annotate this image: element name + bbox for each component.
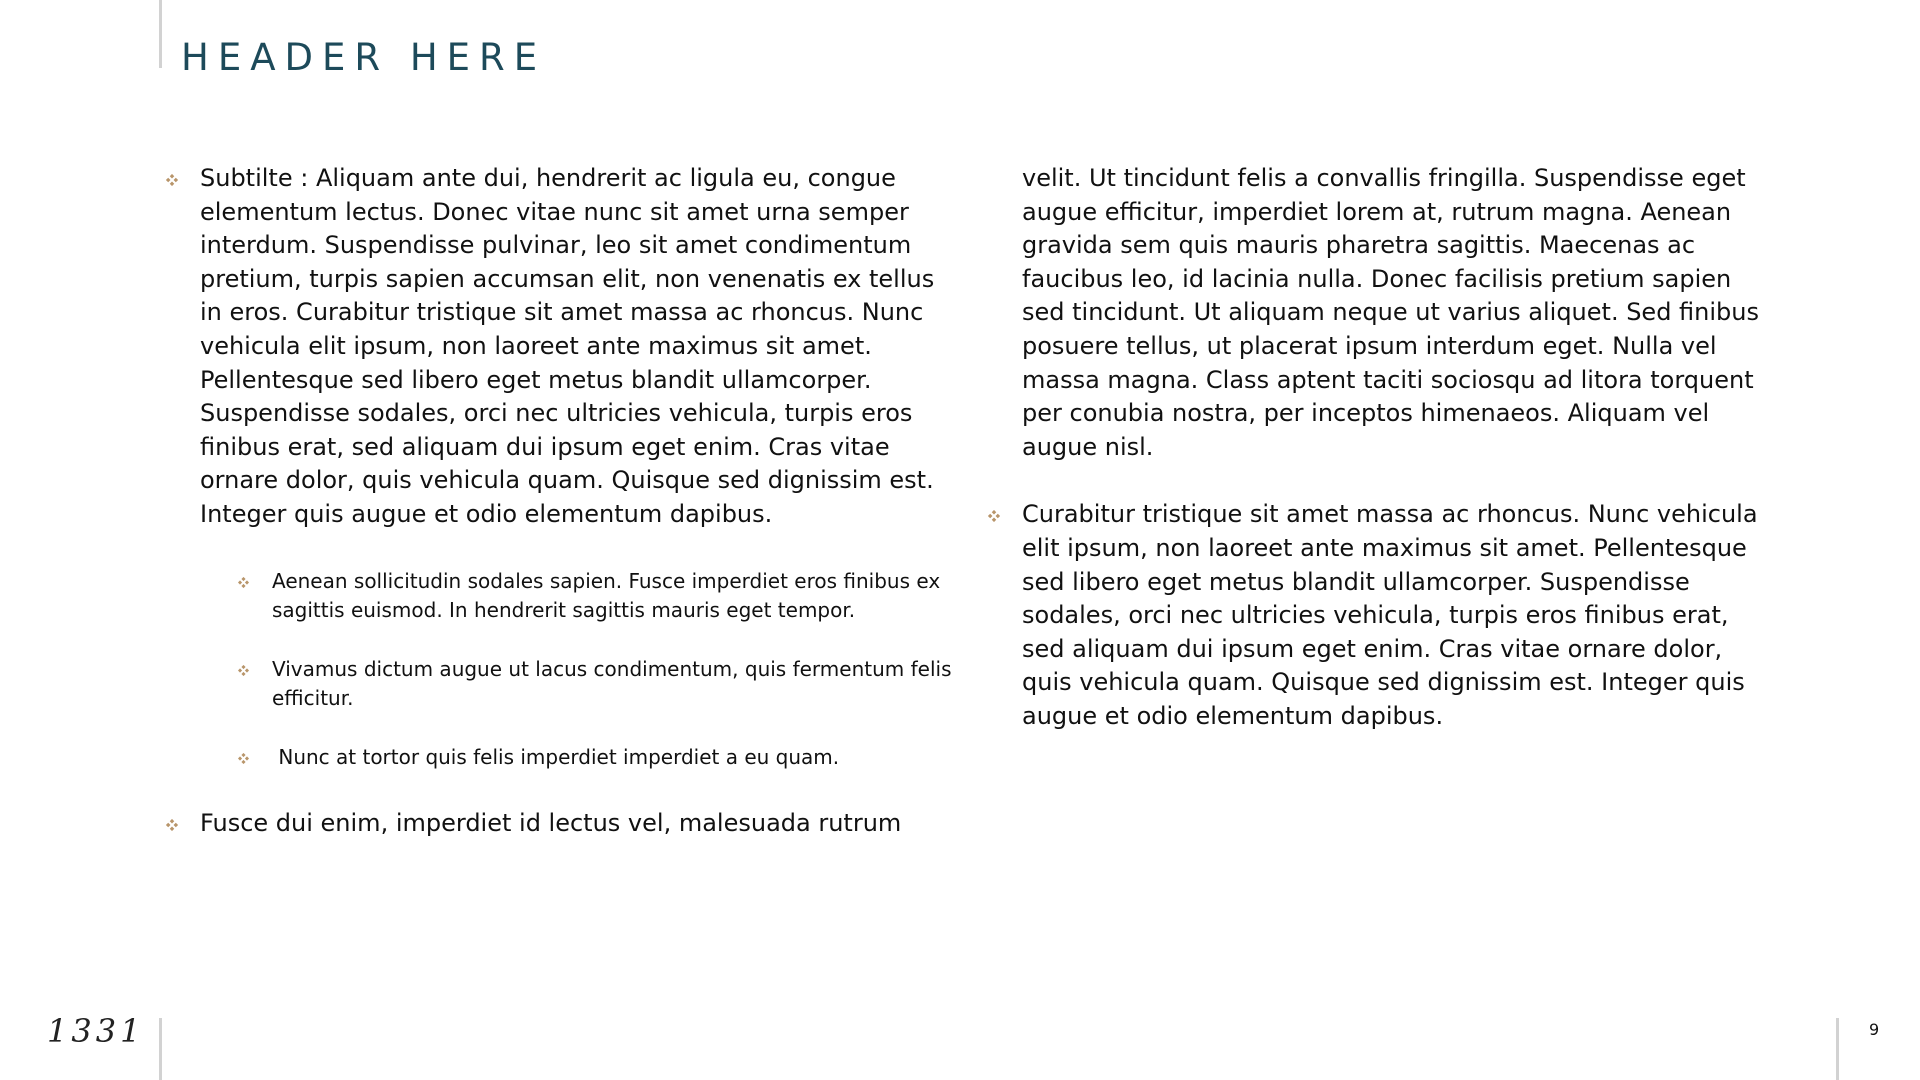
right-text-column bbox=[982, 162, 1772, 734]
diamond-bullet-icon bbox=[238, 753, 249, 764]
footer-left-divider-line bbox=[159, 1018, 162, 1080]
sub-bullet-item bbox=[232, 655, 956, 714]
diamond-bullet-icon bbox=[166, 819, 178, 831]
bullet-item bbox=[160, 807, 956, 841]
diamond-bullet-icon bbox=[166, 174, 178, 186]
header-divider-line bbox=[159, 0, 162, 68]
bullet-item bbox=[982, 498, 1772, 733]
continued-paragraph: velit. Ut tincidunt felis a convallis fringilla. Suspendisse eget augue efficitur, imperdiet lorem at, rutrum magna. Aenean gravida sem quis mauris pharetra sagittis. Maecenas ac faucibus leo, id lacinia nulla. Donec facilisis pretium sapien sed tincidunt. Ut aliquam neque ut varius aliquet. Sed finibus posuere tellus, ut placerat ipsum interdum eget. Nulla vel massa magna. Class aptent taciti sociosqu ad litora torquent per conubia nostra, per inceptos himenaeos. Aliquam vel augue nisl. bbox=[1022, 164, 1760, 461]
bullet-text: Subtilte : Aliquam ante dui, hendrerit ac ligula eu, congue elementum lectus. Donec vitae nunc sit amet urna semper interdum. Suspendisse pulvinar, leo sit amet condimentum pretium, turpis sapien accumsan elit, non venenatis ex tellus in eros. Curabitur tristique sit amet massa ac rhoncus. Nunc vehicula elit ipsum, non laoreet ante maximus sit amet. Pellentesque sed libero eget metus blandit ullamcorper. Suspendisse sodales, orci nec ultricies vehicula, turpis eros finibus erat, sed aliquam dui ipsum eget enim. Cras vitae ornare dolor, quis vehicula quam. Quisque sed dignissim est. Integer quis augue et odio elementum dapibus. bbox=[200, 164, 935, 528]
bullet-text: Curabitur tristique sit amet massa ac rhoncus. Nunc vehicula elit ipsum, non laoreet ante maximus sit amet. Pellentesque sed libero eget metus blandit ullamcorper. Suspendisse sodales, orci nec ultricies vehicula, turpis eros finibus erat, sed aliquam dui ipsum eget enim. Cras vitae ornare dolor, quis vehicula quam. Quisque sed dignissim est. Integer quis augue et odio elementum dapibus. bbox=[1022, 500, 1758, 730]
sub-bullet-text: Nunc at tortor quis felis imperdiet imperdiet a eu quam. bbox=[272, 744, 840, 769]
diamond-bullet-icon bbox=[238, 577, 249, 588]
page-title: HEADER HERE bbox=[181, 36, 547, 79]
sub-bullet-item bbox=[232, 567, 956, 626]
bullet-item bbox=[160, 162, 956, 532]
sub-bullet-list bbox=[160, 567, 956, 773]
left-text-column bbox=[160, 162, 956, 841]
diamond-bullet-icon bbox=[238, 665, 249, 676]
sub-bullet-text: Vivamus dictum augue ut lacus condimentum, quis fermentum felis efficitur. bbox=[272, 656, 952, 711]
page-number: 9 bbox=[1869, 1020, 1880, 1039]
logo: 1331 bbox=[47, 1012, 145, 1050]
footer-right-divider-line bbox=[1836, 1018, 1839, 1080]
sub-bullet-text: Aenean sollicitudin sodales sapien. Fusce imperdiet eros finibus ex sagittis euismod. In hendrerit sagittis mauris eget tempor. bbox=[272, 568, 941, 623]
diamond-bullet-icon bbox=[988, 510, 1000, 522]
bullet-text: Fusce dui enim, imperdiet id lectus vel, malesuada rutrum bbox=[200, 809, 902, 838]
sub-bullet-item bbox=[232, 743, 956, 773]
